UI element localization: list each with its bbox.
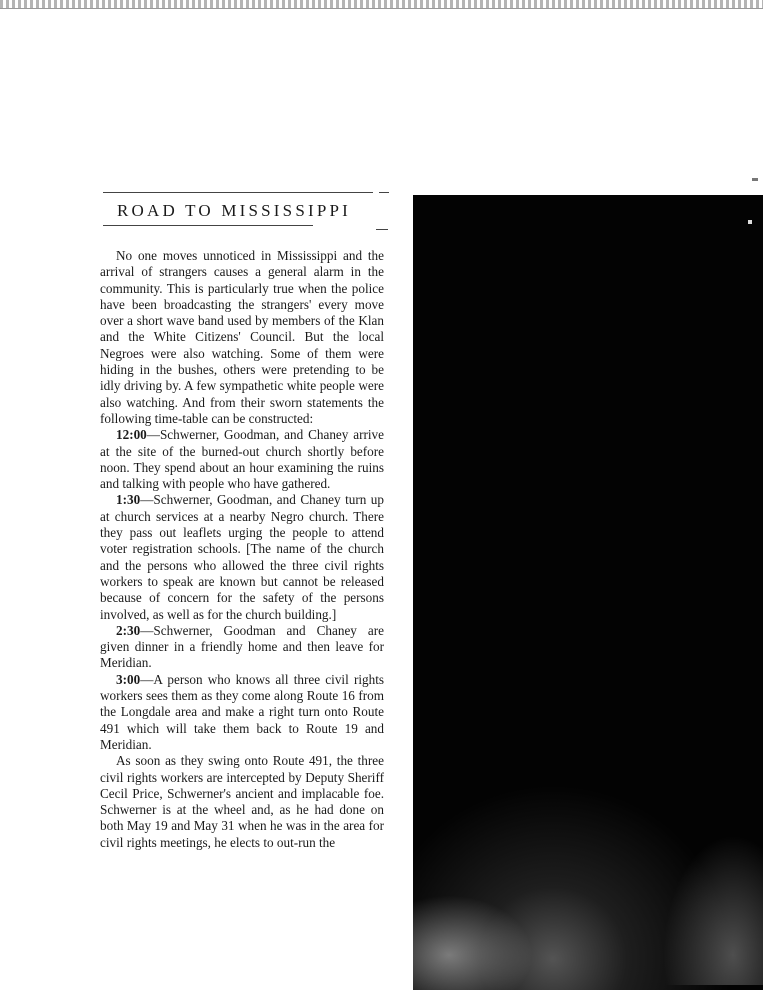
paragraph <box>100 248 384 427</box>
paragraph <box>100 753 384 851</box>
title-rule-bottom <box>103 225 313 226</box>
title-rule-top-right <box>379 192 389 193</box>
photo-light-area <box>663 835 763 985</box>
time-lead: 3:00 <box>116 671 141 687</box>
dark-photograph <box>413 195 763 990</box>
page-top-edge-line <box>0 8 763 9</box>
paragraph-text: —A person who knows all three civil rights workers sees them as they come along Route 16 from the Longdale area and make a right turn onto Route 491 which will take them back to Route 19 and Meridian. <box>100 671 384 752</box>
time-lead: 2:30 <box>116 622 141 638</box>
photo-light-area <box>413 895 533 990</box>
title-rule-top <box>103 192 373 193</box>
paragraph <box>100 623 384 672</box>
paragraph-text: No one moves unnoticed in Mississippi and the arrival of strangers causes a general alarm in the community. This is particularly true when the police have been broadcasting the strangers' every move over a short wave band used by members of the Klan and the White Citizens' Council. But the local Negroes were also watching. Some of them were hiding in the bushes, others were pretending to be idly driving by. A few sympathetic white people were also watching. And from their sworn statements the following time-table can be constructed: <box>100 248 384 426</box>
paragraph-text: —Schwerner, Goodman, and Chaney turn up at church services at a nearby Negro church. There they pass out leaflets urging the people to attend voter registration schools. [The name of the church and the persons who allowed the three civil rights workers to speak are known but cannot be released because of concern for the safety of the persons involved, as well as for the church building.] <box>100 492 384 622</box>
paragraph-text: As soon as they swing onto Route 491, the three civil rights workers are intercepted by Deputy Sheriff Cecil Price, Schwerner's ancient and implacable foe. Schwerner is at the wheel and, as he had done on both May 19 and May 31 when he was in the area for civil rights meetings, he elects to out-run the <box>100 753 384 850</box>
time-lead: 1:30 <box>116 492 141 508</box>
paragraph-text: —Schwerner, Goodman, and Chaney arrive at the site of the burned-out church shortly before noon. They spend about an hour examining the ruins and talking with people who have gathered. <box>100 427 384 492</box>
time-lead: 12:00 <box>116 427 147 443</box>
title-rule-bottom-right <box>376 229 388 230</box>
title-block <box>103 192 388 234</box>
paragraph <box>100 492 384 622</box>
paragraph <box>100 672 384 753</box>
page-title: ROAD TO MISSISSIPPI <box>117 201 352 220</box>
photo-fleck <box>748 220 752 224</box>
margin-mark <box>752 178 758 181</box>
paragraph-text: —Schwerner, Goodman and Chaney are given dinner in a friendly home and then leave for Meridian. <box>100 622 384 671</box>
article-body <box>100 248 384 851</box>
paragraph <box>100 427 384 492</box>
